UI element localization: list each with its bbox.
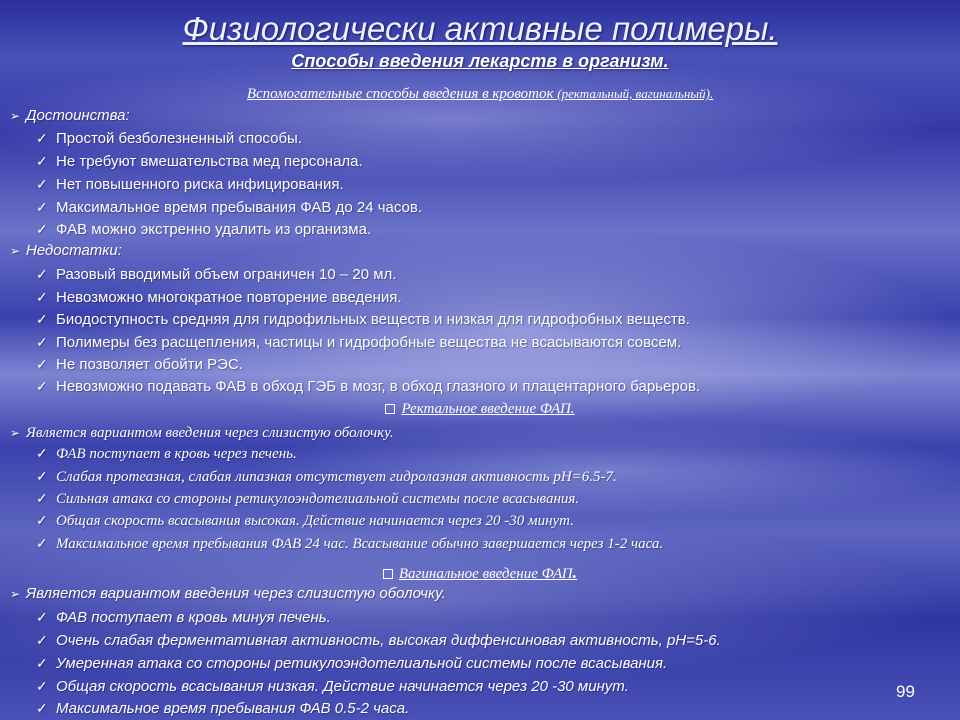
vaginal-lead-line (10, 585, 446, 603)
list-item: ✓ Невозможно подавать ФАВ в обход ГЭБ в мозг, в обход глазного и плацентарного барьеров. (36, 378, 701, 395)
page-number: 99 (896, 682, 915, 701)
check-bullet-icon: ✓ (36, 700, 48, 716)
list-item: ✓ Очень слабая ферментативная активность, высокая диффенсиновая активность, рН=5-6. (36, 632, 721, 649)
list-item: ✓ ФАВ можно экстренно удалить из организма. (36, 221, 372, 238)
arrow-bullet-icon: ➢ (10, 109, 21, 123)
intro-heading (0, 86, 960, 103)
checkbox-square-icon (383, 569, 393, 579)
check-bullet-icon: ✓ (36, 537, 48, 552)
advantages-heading-line (10, 107, 130, 125)
check-bullet-icon: ✓ (36, 470, 48, 485)
checkbox-square-icon (385, 404, 395, 414)
check-bullet-icon: ✓ (36, 334, 48, 350)
check-bullet-icon: ✓ (36, 609, 48, 625)
check-bullet-icon: ✓ (36, 678, 48, 694)
check-bullet-icon: ✓ (36, 266, 48, 282)
list-item: ✓ Нет повышенного риска инфицирования. (36, 176, 344, 193)
rectal-heading: Ректальное введение ФАП. (0, 401, 960, 418)
slide-title: Физиологически активные полимеры. (182, 10, 778, 47)
list-item: ✓ Простой безболезненный способы. (36, 130, 302, 147)
list-item: ✓ Разовый вводимый объем ограничен 10 – 20 мл. (36, 266, 397, 283)
check-bullet-icon: ✓ (36, 153, 48, 169)
advantages-heading: Достоинства: (26, 107, 130, 124)
disadvantages-heading: Недостатки: (26, 242, 122, 259)
check-bullet-icon: ✓ (36, 378, 48, 394)
list-item: ✓ Максимальное время пребывания ФАВ 24 час. Всасывание обычно завершается через 1-2 часа. (36, 536, 664, 552)
list-item: ✓ Максимальное время пребывания ФАВ до 24 часов. (36, 199, 423, 216)
arrow-bullet-icon: ➢ (10, 244, 21, 258)
intro-small: (ректальный, вагинальный). (557, 86, 714, 101)
check-bullet-icon: ✓ (36, 130, 48, 146)
list-item: ✓ Сильная атака со стороны ретикулоэндотелиальной системы после всасывания. (36, 491, 580, 507)
check-bullet-icon: ✓ (36, 356, 48, 372)
check-bullet-icon: ✓ (36, 221, 48, 237)
vaginal-heading: Вагинальное введение ФАП. (0, 562, 960, 583)
check-bullet-icon: ✓ (36, 176, 48, 192)
list-item: ✓ Не требуют вмешательства мед персонала. (36, 153, 363, 170)
list-item: ✓ Невозможно многократное повторение введения. (36, 289, 402, 306)
check-bullet-icon: ✓ (36, 514, 48, 529)
check-bullet-icon: ✓ (36, 199, 48, 215)
list-item: ✓ Полимеры без расщепления, частицы и гидрофобные вещества не всасываются совсем. (36, 334, 682, 351)
intro-main: Вспомогательные способы введения в кровоток (246, 86, 554, 102)
list-item: ✓ Не позволяет обойти РЭС. (36, 356, 243, 373)
list-item: ✓ ФАВ поступает в кровь минуя печень. (36, 609, 331, 626)
disadvantages-heading-line (10, 242, 122, 260)
vaginal-lead: Является вариантом введения через слизистую оболочку. (26, 585, 446, 602)
check-bullet-icon: ✓ (36, 289, 48, 305)
list-item: ✓ Биодоступность средняя для гидрофильных веществ и низкая для гидрофобных веществ. (36, 311, 690, 328)
arrow-bullet-icon: ➢ (10, 426, 21, 440)
rectal-lead-line (10, 424, 394, 442)
list-item: ✓ Общая скорость всасывания низкая. Действие начинается через 20 -30 минут. (36, 678, 629, 695)
slide-subtitle: Способы введения лекарств в организм. (291, 51, 669, 71)
check-bullet-icon: ✓ (36, 492, 48, 507)
check-bullet-icon: ✓ (36, 311, 48, 327)
arrow-bullet-icon: ➢ (10, 587, 21, 601)
list-item: ✓ ФАВ поступает в кровь через печень. (36, 446, 297, 462)
check-bullet-icon: ✓ (36, 632, 48, 648)
list-item: ✓ Слабая протеазная, слабая липазная отсутствует гидролазная активность pH=6.5-7. (36, 469, 617, 485)
list-item: ✓ Общая скорость всасывания высокая. Действие начинается через 20 -30 минут. (36, 513, 574, 529)
rectal-lead: Является вариантом введения через слизистую оболочку. (26, 425, 394, 441)
list-item: ✓ Максимальное время пребывания ФАВ 0.5-2 часа. (36, 700, 410, 717)
check-bullet-icon: ✓ (36, 655, 48, 671)
check-bullet-icon: ✓ (36, 447, 48, 462)
list-item: ✓ Умеренная атака со стороны ретикулоэндотелиальной системы после всасывания. (36, 655, 668, 672)
